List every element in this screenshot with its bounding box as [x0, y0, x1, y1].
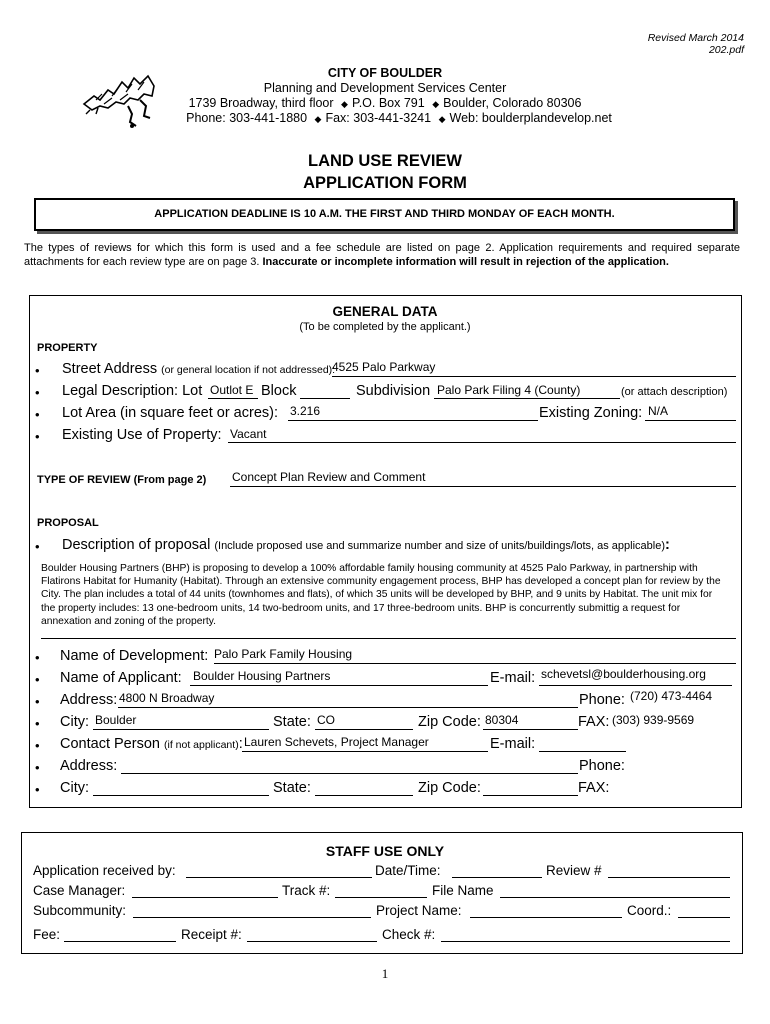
bullet-icon: • — [35, 782, 40, 797]
development-name-value: Palo Park Family Housing — [214, 647, 353, 661]
lot-area-value: 3.216 — [290, 404, 321, 418]
form-title — [0, 152, 770, 193]
street-address-label: Street Address (or general location if not addressed): — [62, 361, 336, 377]
contact-value: Lauren Schevets, Project Manager — [244, 735, 429, 749]
track-field[interactable] — [335, 897, 427, 898]
check-label: Check #: — [382, 927, 436, 942]
fee-field[interactable] — [64, 941, 176, 942]
city-label: City: — [60, 714, 89, 730]
street-address-value: 4525 Palo Parkway — [332, 360, 436, 374]
header-phone: Phone: 303-441-1880 — [186, 111, 308, 125]
lot-area-field[interactable] — [288, 420, 538, 421]
city-field[interactable] — [93, 729, 269, 730]
contact-email-label: E-mail: — [490, 736, 536, 752]
header-address — [0, 96, 770, 110]
development-name-label: Name of Development: — [60, 648, 209, 664]
existing-use-label: Existing Use of Property: — [62, 427, 222, 443]
subcommunity-field[interactable] — [133, 917, 371, 918]
file-name-field[interactable] — [500, 897, 730, 898]
contact-label: Contact Person (if not applicant): — [60, 736, 243, 752]
contact-address-field[interactable] — [121, 773, 578, 774]
contact-phone-label: Phone: — [579, 758, 625, 774]
state-value: CO — [317, 713, 335, 727]
general-subheading: (To be completed by the applicant.) — [299, 321, 471, 333]
bullet-icon: • — [35, 363, 40, 378]
receipt-field[interactable] — [247, 941, 377, 942]
bullet-icon: • — [35, 407, 40, 422]
contact-zip-field[interactable] — [483, 795, 578, 796]
review-number-label: Review # — [546, 863, 602, 878]
file-name-label: File Name — [432, 883, 494, 898]
existing-use-field[interactable] — [228, 442, 736, 443]
address-value: 4800 N Broadway — [119, 691, 215, 705]
block-label: Block — [261, 383, 297, 399]
received-by-field[interactable] — [186, 877, 372, 878]
zip-label: Zip Code: — [418, 714, 481, 730]
review-type-field[interactable] — [230, 486, 736, 487]
header-org: CITY OF BOULDER — [327, 66, 443, 80]
lot-field[interactable] — [208, 398, 258, 399]
description-rule — [41, 638, 736, 639]
form-title-line1: LAND USE REVIEW — [307, 152, 462, 170]
address-label: Address: — [60, 692, 118, 708]
bullet-icon: • — [35, 694, 40, 709]
description-value[interactable]: Boulder Housing Partners (BHP) is proposing to develop a 100% affordable family housing community at 4525 Palo Parkway, in partnership with Flatirons Habitat for Humanity (Habitat). Through an extensive community engagement process, BHP has developed a concept plan for review by the City. The plan includes a total of 44 units (townhomes and flats), of which 35 units will be developed by BHP, and 9 units by Habitat. The unit mix for the property includes: 13 one-bedroom units, 14 two-bedroom units, and 17 three-bedroom units. BHP is concurrently submittig a request for annexation and zoning of the property. — [41, 563, 721, 627]
subdivision-label: Subdivision — [356, 383, 431, 399]
review-type-label: TYPE OF REVIEW (From page 2) — [37, 474, 207, 486]
received-by-label: Application received by: — [33, 863, 176, 878]
bullet-icon: • — [35, 385, 40, 400]
header-city: Boulder, Colorado 80306 — [443, 96, 582, 110]
zip-field[interactable] — [483, 729, 578, 730]
contact-fax-label: FAX: — [578, 780, 610, 796]
contact-state-field[interactable] — [315, 795, 413, 796]
block-field[interactable] — [300, 398, 350, 399]
city-value: Boulder — [95, 713, 137, 727]
case-manager-label: Case Manager: — [33, 883, 126, 898]
legal-description-label: Legal Description: Lot — [62, 383, 203, 399]
bullet-icon: • — [35, 539, 40, 554]
review-type-value: Concept Plan Review and Comment — [232, 470, 426, 484]
intro-text: The types of reviews for which this form is used and a fee schedule are listed on page 2. Application requirements and required separate attachments for each review type are on page 3. — [24, 242, 740, 268]
diamond-icon: ◆ — [341, 99, 348, 109]
contact-state-label: State: — [273, 780, 311, 796]
fee-label: Fee: — [33, 927, 61, 942]
intro-paragraph — [24, 241, 740, 269]
state-field[interactable] — [315, 729, 413, 730]
header-web[interactable]: Web: boulderplandevelop.net — [449, 111, 612, 125]
receipt-label: Receipt #: — [181, 927, 242, 942]
subdivision-value: Palo Park Filing 4 (County) — [437, 383, 581, 397]
header-contact — [14, 111, 770, 125]
case-manager-field[interactable] — [132, 897, 278, 898]
header-fax: Fax: 303-441-3241 — [325, 111, 432, 125]
description-label: Description of proposal (Include proposed use and summarize number and size of units/buildings/lots, as applicable): — [62, 537, 670, 553]
phone-value[interactable]: (720) 473-4464 — [630, 689, 713, 703]
header-po: P.O. Box 791 — [351, 96, 425, 110]
datetime-label: Date/Time: — [375, 863, 441, 878]
zoning-field[interactable] — [645, 420, 736, 421]
zip-value: 80304 — [485, 713, 519, 727]
zoning-value: N/A — [648, 404, 669, 418]
applicant-value: Boulder Housing Partners — [193, 669, 331, 683]
proposal-label: PROPOSAL — [37, 517, 99, 529]
form-title-line2: APPLICATION FORM — [303, 174, 467, 192]
bullet-icon: • — [35, 716, 40, 731]
email-value: schevetsl@boulderhousing.org — [541, 667, 706, 681]
bullet-icon: • — [35, 760, 40, 775]
header-dept: Planning and Development Services Center — [263, 81, 507, 95]
bullet-icon: • — [35, 738, 40, 753]
existing-zoning-label: Existing Zoning: — [539, 405, 643, 421]
attach-description-note: (or attach description) — [621, 386, 728, 398]
contact-field[interactable] — [242, 751, 488, 752]
subcommunity-label: Subcommunity: — [33, 903, 127, 918]
lot-area-label: Lot Area (in square feet or acres): — [62, 405, 278, 421]
phone-label: Phone: — [579, 692, 625, 708]
intro-warning: Inaccurate or incomplete information will result in rejection of the application. — [262, 256, 669, 268]
lot-value: Outlot E — [210, 383, 254, 397]
contact-city-field[interactable] — [93, 795, 269, 796]
header-street: 1739 Broadway, third floor — [188, 96, 334, 110]
development-name-field[interactable] — [214, 663, 736, 664]
fax-value[interactable]: (303) 939-9569 — [612, 713, 695, 727]
subdivision-field[interactable] — [434, 398, 620, 399]
diamond-icon: ◆ — [432, 99, 440, 109]
contact-city-label: City: — [60, 780, 89, 796]
bullet-icon: • — [35, 672, 40, 687]
state-label: State: — [273, 714, 311, 730]
contact-email-field[interactable] — [539, 751, 626, 752]
contact-zip-label: Zip Code: — [418, 780, 481, 796]
page-number: 1 — [381, 966, 389, 981]
datetime-field[interactable] — [452, 877, 542, 878]
bullet-icon: • — [35, 429, 40, 444]
track-label: Track #: — [282, 883, 331, 898]
bullet-icon: • — [35, 650, 40, 665]
staff-heading: STAFF USE ONLY — [325, 843, 445, 859]
revision-date: Revised March 2014 — [647, 32, 744, 44]
check-field[interactable] — [441, 941, 730, 942]
deadline-box — [34, 198, 735, 231]
address-field[interactable] — [118, 707, 578, 708]
revision-note — [648, 32, 744, 56]
applicant-field[interactable] — [190, 685, 488, 686]
review-number-field[interactable] — [608, 877, 730, 878]
general-heading: GENERAL DATA — [332, 304, 438, 319]
street-address-field[interactable] — [332, 376, 736, 377]
coord-label: Coord.: — [627, 903, 672, 918]
project-name-label: Project Name: — [376, 903, 462, 918]
fax-label: FAX: — [578, 714, 610, 730]
project-name-field[interactable] — [470, 917, 622, 918]
property-label: PROPERTY — [37, 342, 98, 354]
diamond-icon: ◆ — [314, 114, 322, 124]
revision-file: 202.pdf — [708, 44, 744, 56]
applicant-label: Name of Applicant: — [60, 670, 182, 686]
deadline-text: APPLICATION DEADLINE IS 10 A.M. THE FIRST AND THIRD MONDAY OF EACH MONTH. — [154, 208, 615, 220]
email-field[interactable] — [539, 685, 732, 686]
coord-field[interactable] — [678, 917, 730, 918]
contact-address-label: Address: — [60, 758, 118, 774]
existing-use-value: Vacant — [230, 427, 267, 441]
email-label: E-mail: — [490, 670, 536, 686]
diamond-icon: ◆ — [438, 114, 446, 124]
